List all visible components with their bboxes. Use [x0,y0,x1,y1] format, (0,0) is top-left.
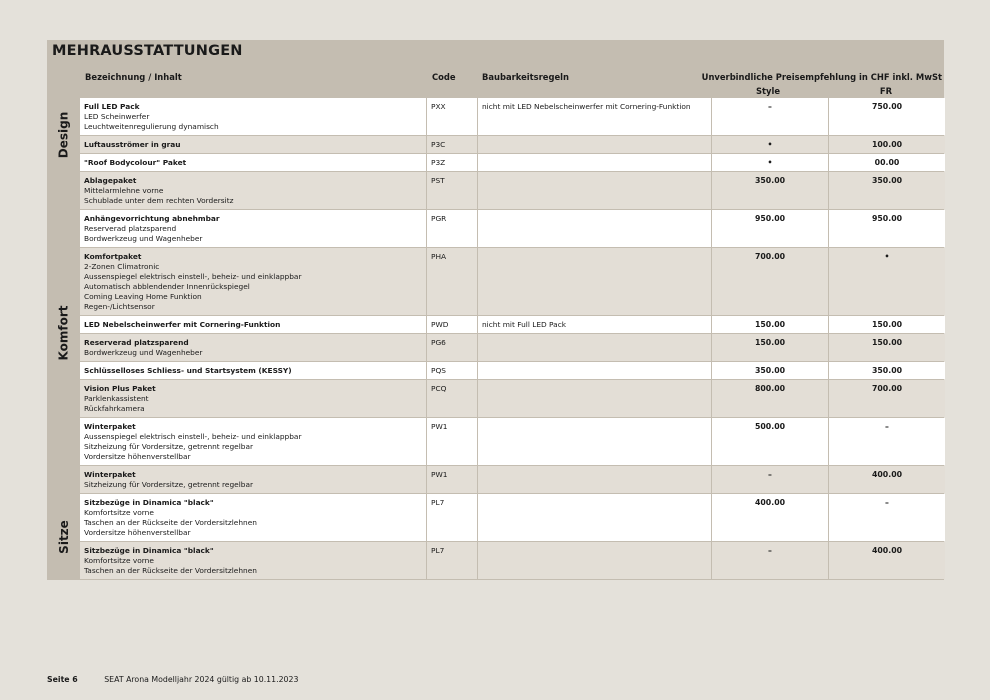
rules-cell [478,418,711,465]
table-title: MEHRAUSSTATTUNGEN [52,43,243,59]
style-price-cell: • [712,154,828,171]
fr-price-cell: 350.00 [829,172,945,209]
item-detail: Sitzheizung für Vordersitze, getrennt regelbar [84,480,254,489]
group-label [47,98,80,171]
style-price-cell: 800.00 [712,380,828,417]
code-cell: PL7 [427,494,477,541]
fr-price-cell: 100.00 [829,136,945,153]
group-label [47,172,80,493]
page-number: Seite 6 [47,675,78,684]
rules-cell: nicht mit LED Nebelscheinwerfer mit Cornering-Funktion [478,98,711,135]
group-rows [80,98,945,171]
item-detail: Taschen an der Rückseite der Vordersitzlehnen [84,566,257,575]
style-price-cell: 400.00 [712,494,828,541]
rules-cell [478,154,711,171]
table-row [80,466,945,493]
description-cell [80,542,426,579]
item-detail: Sitzheizung für Vordersitze, getrennt regelbar [84,442,254,451]
table-header [47,61,944,97]
table-row [80,248,945,315]
header-price: Unverbindliche Preisempfehlung in CHF inkl. MwSt [701,72,942,82]
table-row [80,136,945,153]
options-table [47,40,944,580]
table-row [80,380,945,417]
item-detail: Komfortsitze vorne [84,508,154,517]
page-footer [47,675,298,684]
code-cell: PST [427,172,477,209]
item-detail: Bordwerkzeug und Wagenheber [84,234,203,243]
fr-price-cell: – [829,418,945,465]
header-rules: Baubarkeitsregeln [482,72,569,82]
code-cell: PW1 [427,466,477,493]
table-row [80,494,945,541]
rules-cell [478,136,711,153]
item-title: Full LED Pack [84,102,140,111]
style-price-cell: – [712,466,828,493]
group-rows [80,494,945,579]
item-detail: Mittelarmlehne vorne [84,186,164,195]
description-cell [80,362,426,379]
item-detail: 2-Zonen Climatronic [84,262,160,271]
description-cell [80,334,426,361]
table-row [80,154,945,171]
item-title: Ablagepaket [84,176,137,185]
style-price-cell: 150.00 [712,334,828,361]
fr-price-cell: 150.00 [829,316,945,333]
item-detail: Rückfahrkamera [84,404,145,413]
item-detail: Taschen an der Rückseite der Vordersitzlehnen [84,518,257,527]
code-cell: PG6 [427,334,477,361]
rules-cell [478,494,711,541]
table-row [80,316,945,333]
fr-price-cell: 400.00 [829,466,945,493]
rules-cell [478,542,711,579]
fr-price-cell: 400.00 [829,542,945,579]
style-price-cell: 950.00 [712,210,828,247]
description-cell [80,98,426,135]
style-price-cell: 350.00 [712,172,828,209]
code-cell: PL7 [427,542,477,579]
rules-cell [478,334,711,361]
group-rows [80,172,945,493]
group-2 [47,494,944,579]
item-title: Anhängevorrichtung abnehmbar [84,214,220,223]
item-detail: Leuchtweitenregulierung dynamisch [84,122,219,131]
description-cell [80,248,426,315]
header-style: Style [755,86,781,96]
table-row [80,210,945,247]
footer-text: SEAT Arona Modelljahr 2024 gültig ab 10.11.2023 [104,675,299,684]
code-cell: PW1 [427,418,477,465]
item-title: Sitzbezüge in Dinamica "black" [84,546,214,555]
code-cell: P3C [427,136,477,153]
item-detail: Vordersitze höhenverstellbar [84,528,191,537]
table-row [80,418,945,465]
rules-cell: nicht mit Full LED Pack [478,316,711,333]
item-title: Winterpaket [84,470,136,479]
fr-price-cell: 150.00 [829,334,945,361]
item-title: LED Nebelscheinwerfer mit Cornering-Funktion [84,320,281,329]
item-detail: Bordwerkzeug und Wagenheber [84,348,203,357]
table-row [80,542,945,579]
style-price-cell: 350.00 [712,362,828,379]
table-row [80,98,945,135]
style-price-cell: 150.00 [712,316,828,333]
rules-cell [478,172,711,209]
header-description: Bezeichnung / Inhalt [85,72,182,82]
group-label-text: Sitze [56,519,71,554]
description-cell [80,136,426,153]
item-detail: Aussenspiegel elektrisch einstell-, beheiz- und einklappbar [84,272,302,281]
item-title: Reserverad platzsparend [84,338,189,347]
table-row [80,172,945,209]
code-cell: PGR [427,210,477,247]
style-price-cell: • [712,136,828,153]
item-detail: Parklenkassistent [84,394,149,403]
description-cell [80,418,426,465]
item-detail: Vordersitze höhenverstellbar [84,452,191,461]
description-cell [80,380,426,417]
description-cell [80,466,426,493]
group-label [47,494,80,579]
fr-price-cell: – [829,494,945,541]
group-0 [47,98,944,171]
description-cell [80,172,426,209]
code-cell: PCQ [427,380,477,417]
description-cell [80,316,426,333]
item-title: Komfortpaket [84,252,142,261]
item-title: Sitzbezüge in Dinamica "black" [84,498,214,507]
fr-price-cell: 750.00 [829,98,945,135]
group-label-text: Design [56,111,71,158]
rules-cell [478,248,711,315]
description-cell [80,154,426,171]
group-label-text: Komfort [56,305,71,360]
group-1 [47,172,944,493]
item-detail: Komfortsitze vorne [84,556,154,565]
table-row [80,362,945,379]
table-row [80,334,945,361]
item-title: Luftausströmer in grau [84,140,181,149]
rules-cell [478,380,711,417]
item-detail: Coming Leaving Home Funktion [84,292,202,301]
item-detail: Aussenspiegel elektrisch einstell-, beheiz- und einklappbar [84,432,302,441]
code-cell: PQS [427,362,477,379]
item-detail: Regen-/Lichtsensor [84,302,155,311]
fr-price-cell: • [829,248,945,315]
header-code: Code [432,72,456,82]
item-detail: Reserverad platzsparend [84,224,177,233]
item-detail: Automatisch abblendender Innenrückspiegel [84,282,250,291]
style-price-cell: 700.00 [712,248,828,315]
style-price-cell: – [712,542,828,579]
fr-price-cell: 00.00 [829,154,945,171]
code-cell: PHA [427,248,477,315]
description-cell [80,494,426,541]
code-cell: PXX [427,98,477,135]
item-detail: Schublade unter dem rechten Vordersitz [84,196,234,205]
item-title: Winterpaket [84,422,136,431]
code-cell: P3Z [427,154,477,171]
header-fr: FR [879,86,893,96]
rules-cell [478,466,711,493]
fr-price-cell: 700.00 [829,380,945,417]
table-body [47,98,944,579]
item-title: Schlüsselloses Schliess- und Startsystem (KESSY) [84,366,292,375]
item-title: Vision Plus Paket [84,384,156,393]
fr-price-cell: 350.00 [829,362,945,379]
item-detail: LED Scheinwerfer [84,112,150,121]
item-title: "Roof Bodycolour" Paket [84,158,187,167]
style-price-cell: 500.00 [712,418,828,465]
rules-cell [478,210,711,247]
style-price-cell: – [712,98,828,135]
fr-price-cell: 950.00 [829,210,945,247]
code-cell: PWD [427,316,477,333]
description-cell [80,210,426,247]
rules-cell [478,362,711,379]
